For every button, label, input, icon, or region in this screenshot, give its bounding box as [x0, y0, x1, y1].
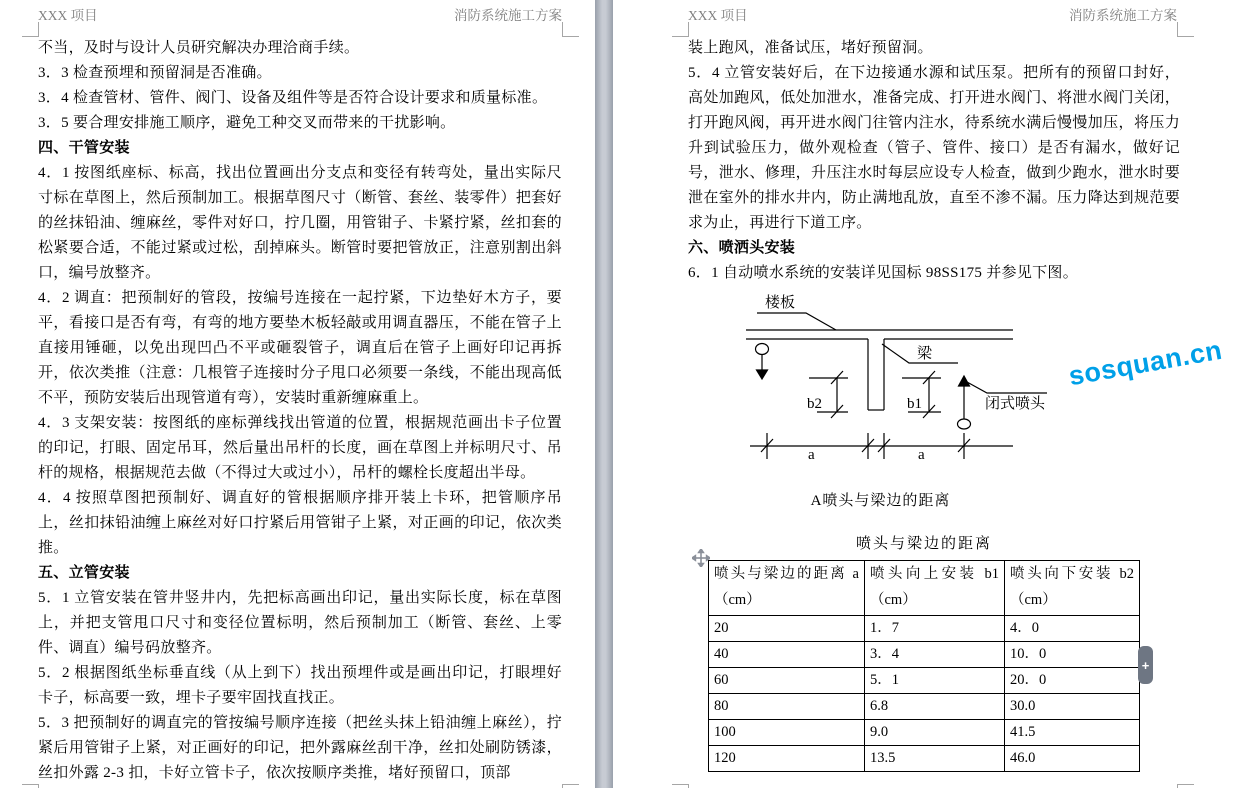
table-cell: 20．0 [1005, 668, 1140, 694]
figure-caption: A喷头与梁边的距离 [810, 493, 951, 509]
plus-icon: + [1141, 657, 1150, 673]
paragraph: 装上跑风，准备试压，堵好预留洞。 [688, 40, 933, 56]
table-row [709, 694, 1140, 720]
paragraph: 5．4 立管安装好后，在下边接通水源和试压泵。把所有的预留口封好，高处加跑风，低处加泄水，准备完成、打开进水阀门、将泄水阀门关闭，打开跑风阀，再开进水阀门往管内注水，待系统水满后慢慢加压，将压力升到试验压力，做外观检查（管子、管件、接口）是否有漏水，做好记号，泄水、修理，升压注水时每层应设专人检查，做到少跑水，泄水时要泄在室外的排水井内，防止满地乱放，直至不渗不漏。压力降达到规范要求为止，再进行下道工序。 [688, 65, 1180, 231]
paragraph: 3．5 要合理安排施工顺序，避免工种交叉而带来的干扰影响。 [38, 115, 456, 131]
table-cell: 9.0 [865, 720, 1005, 746]
table-cell: 3．4 [865, 642, 1005, 668]
text-boundary-mark [562, 784, 579, 788]
table-cell: 1．7 [865, 616, 1005, 642]
paragraph: 5．2 根据图纸坐标垂直线（从上到下）找出预埋件或是画出印记，打眼埋好卡子，标高要一致，埋卡子要牢固找直找正。 [38, 665, 562, 706]
floor-slab-leader-line [757, 313, 836, 330]
watermark-text: sosquan.cn [1066, 334, 1225, 392]
header-doc-title: 消防系统施工方案 [1069, 8, 1177, 23]
sprinkler-down-arrowhead [757, 370, 768, 379]
section-heading: 四、干管安装 [38, 140, 130, 156]
paragraph: 4．3 支架安装：按图纸的座标弹线找出管道的位置，根据规范画出卡子位置的印记，打眼、固定吊耳，然后量出吊杆的长度，画在草图上并标明尺寸、吊杆的规格，根据规范去做（不得过大或过小），吊杆的螺栓长度超出半母。 [38, 415, 562, 481]
table-cell: 13.5 [865, 746, 1005, 772]
text-boundary-mark [22, 22, 39, 37]
header-project: XXX 项目 [688, 8, 748, 23]
header-doc-title: 消防系统施工方案 [454, 8, 562, 23]
text-boundary-mark [1177, 22, 1194, 37]
paragraph: 4．1 按图纸座标、标高，找出位置画出分支点和变径有转弯处，量出实际尺寸标在草图上，然后预制加工。根据草图尺寸（断管、套丝、装零件）把套好的丝抹铅油、缠麻丝，零件对好口，拧几圈，用管钳子、卡紧拧紧，丝扣套的松紧要合适，不能过紧或过松，刮掉麻头。断管时要把管放正，注意别割出斜口，编号放整齐。 [38, 165, 562, 281]
sprinkler-leader-line [967, 382, 1047, 393]
table-cell: 80 [709, 694, 865, 720]
table-cell: 100 [709, 720, 865, 746]
sprinkler-up-symbol [958, 419, 971, 429]
text-boundary-mark [1177, 784, 1194, 788]
text-boundary-mark [562, 22, 579, 37]
page-gap [595, 0, 613, 788]
table-row [709, 720, 1140, 746]
table-row [709, 616, 1140, 642]
right-page-body [688, 36, 1180, 286]
section-heading: 五、立管安装 [38, 565, 130, 581]
table-row [709, 746, 1140, 772]
label-closed-sprinkler: 闭式喷头 [985, 396, 1046, 412]
table-cell: 4．0 [1005, 616, 1140, 642]
table-cell: 41.5 [1005, 720, 1140, 746]
paragraph: 不当，及时与设计人员研究解决办理洽商手续。 [38, 40, 360, 56]
paragraph: 4．2 调直：把预制好的管段，按编号连接在一起拧紧，下边垫好木方子，要平，看接口是否有弯，有弯的地方要垫木板轻敲或用调直器压，不能在管子上直接用锤砸，以免出现凹凸不平或砸裂管子，调直后在管子上画好印记再拆开，依次类推（注意：几根管子连接时分子甩口必须要一条线，不能出现高低不平，预防安装后出现管道有弯），安装时重新缠麻重上。 [38, 290, 562, 406]
table-cell: 5．1 [865, 668, 1005, 694]
label-a-left: a [808, 447, 815, 463]
table-cell: 6.8 [865, 694, 1005, 720]
table-row [709, 642, 1140, 668]
paragraph: 4．4 按照草图把预制好、调直好的管根据顺序排开装上卡环，把管顺序吊上，丝扣抹铅油缠上麻丝对好口拧紧后用管钳子上紧，对正画的印记，依次类推。 [38, 490, 562, 556]
label-a-right: a [918, 447, 925, 463]
table-header-cell: 喷头向下安装 b2 （cm） [1005, 561, 1140, 616]
header-project: XXX 项目 [38, 8, 98, 23]
table-cell: 10．0 [1005, 642, 1140, 668]
paragraph: 5．3 把预制好的调直完的管按编号顺序连接（把丝头抹上铅油缠上麻丝），拧紧后用管钳子上紧，对正画好的印记，把外露麻丝刮干净，丝扣处刷防锈漆，丝扣外露 2-3 扣，卡好立管卡子，依次按顺序类推，堵好预留口，顶部 [38, 715, 562, 781]
text-boundary-mark [672, 784, 689, 788]
document-page-2[interactable] [613, 0, 1244, 788]
table-cell: 120 [709, 746, 865, 772]
text-boundary-mark [22, 784, 39, 788]
table-cell: 30.0 [1005, 694, 1140, 720]
table-header-row [709, 561, 1140, 616]
label-b2: b2 [807, 396, 822, 412]
label-floor-slab: 楼板 [765, 295, 796, 311]
table-cell: 40 [709, 642, 865, 668]
table-header-cell: 喷头向上安装 b1 （cm） [865, 561, 1005, 616]
sprinkler-beam-diagram [690, 288, 1070, 516]
sprinkler-down-symbol [756, 344, 769, 355]
document-page-1[interactable] [0, 0, 595, 788]
table-cell: 20 [709, 616, 865, 642]
paragraph: 3．4 检查管材、管件、阀门、设备及组件等是否符合设计要求和质量标准。 [38, 90, 548, 106]
table-cell: 60 [709, 668, 865, 694]
text-boundary-mark [672, 22, 689, 37]
table-title: 喷头与梁边的距离 [855, 536, 992, 552]
table-body [709, 616, 1140, 772]
section-heading: 六、喷洒头安装 [688, 240, 796, 256]
paragraph: 5．1 立管安装在管井竖井内，先把标高画出印记，量出实际长度，标在草图上，并把支管甩口尺寸和变径位置标明，然后预制加工（断管、套丝、上零件、调直）编号码放整齐。 [38, 590, 562, 656]
page-header [38, 7, 562, 24]
label-b1: b1 [907, 396, 922, 412]
distance-table[interactable] [708, 560, 1140, 772]
left-page-body [38, 36, 562, 786]
table-row [709, 668, 1140, 694]
label-beam: 梁 [917, 346, 933, 362]
sprinkler-up-arrowhead [959, 376, 970, 386]
table-cell: 46.0 [1005, 746, 1140, 772]
table-header-cell: 喷头与梁边的距离 a （cm） [709, 561, 865, 616]
page-header [688, 7, 1177, 24]
paragraph: 3．3 检查预埋和预留洞是否准确。 [38, 65, 272, 81]
paragraph: 6．1 自动喷水系统的安装详见国标 98SS175 并参见下图。 [688, 265, 1079, 281]
insert-plus-handle[interactable] [1138, 646, 1153, 684]
